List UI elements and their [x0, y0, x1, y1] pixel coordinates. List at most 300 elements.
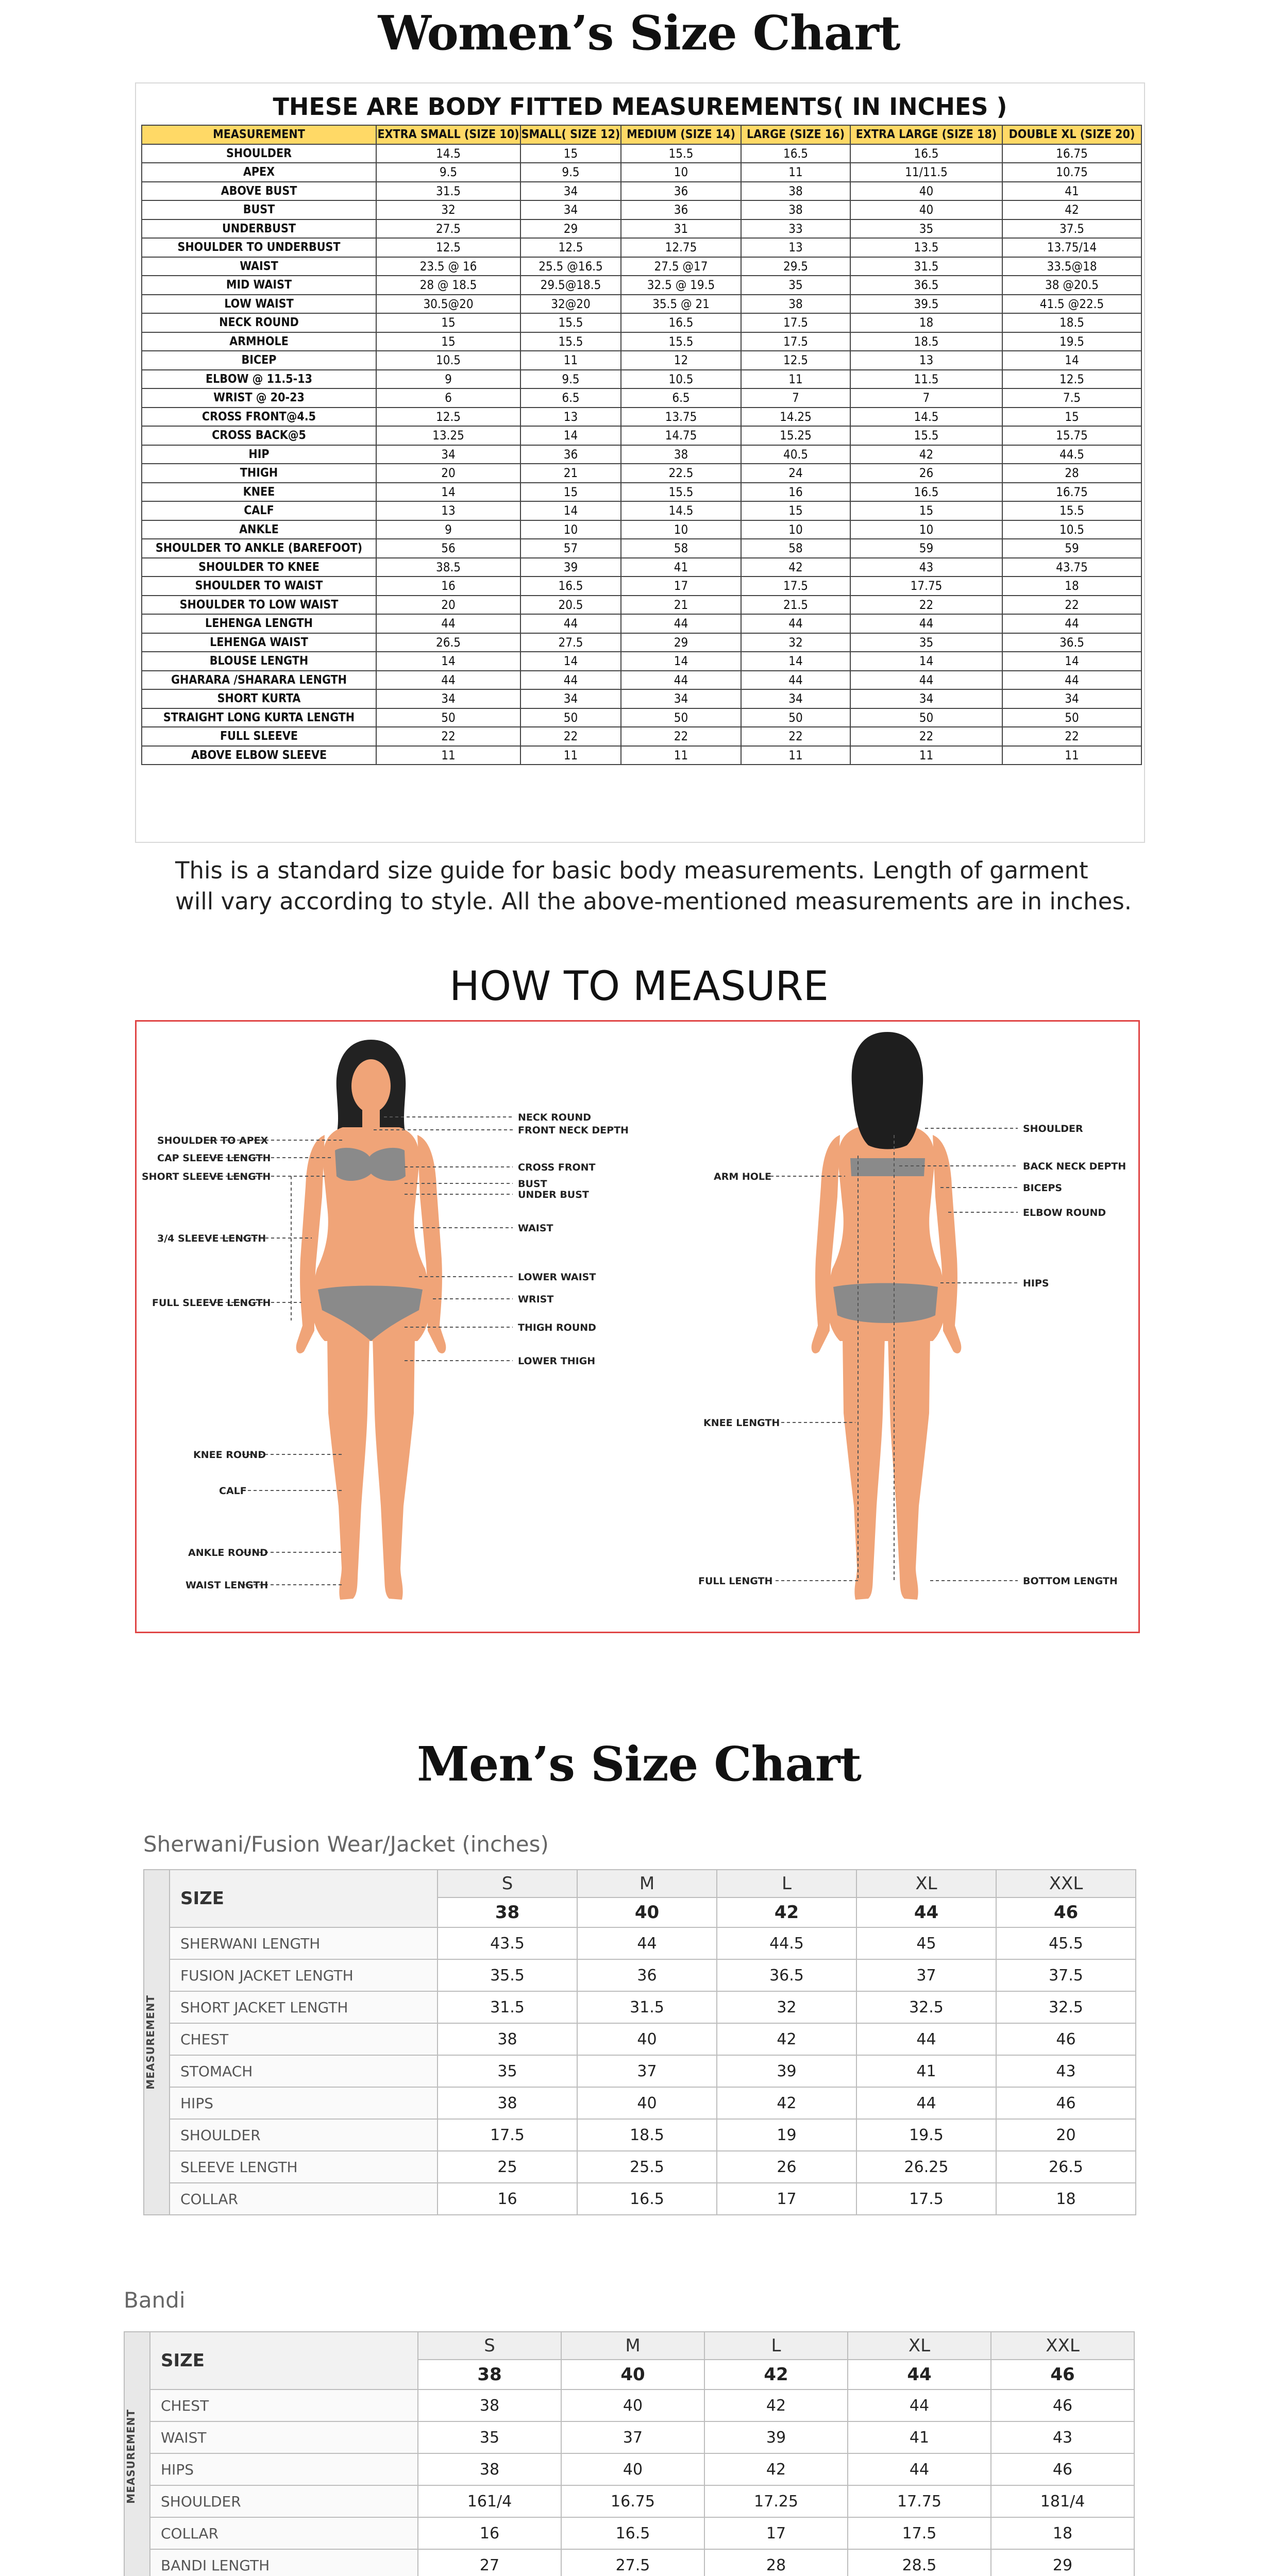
sherwani-size-table	[143, 1869, 1136, 2215]
table-row	[142, 332, 1141, 351]
measurement-value: 32	[376, 200, 520, 219]
measurement-label: THIGH	[142, 464, 376, 483]
measurement-value: 11	[520, 351, 621, 370]
measurement-value: 59	[1002, 539, 1141, 558]
measurement-value: 10	[850, 520, 1002, 539]
measurement-value: 16	[418, 2517, 561, 2549]
table-row	[142, 652, 1141, 671]
measurement-value: 36.5	[1002, 633, 1141, 652]
measurement-value: 9.5	[520, 163, 621, 182]
measurement-label: SHOULDER	[142, 144, 376, 163]
women-col-header: MEASUREMENT	[142, 125, 376, 144]
table-row	[142, 351, 1141, 370]
measurement-value: 42	[704, 2389, 848, 2421]
size-number: 42	[717, 1897, 856, 1927]
measurement-label: HIPS	[150, 2453, 418, 2485]
measurement-value: 16.5	[561, 2517, 704, 2549]
measurement-label: CALF	[142, 501, 376, 520]
measurement-value: 6.5	[621, 388, 741, 408]
measurement-value: 57	[520, 539, 621, 558]
measurement-value: 11	[1002, 746, 1141, 765]
measurement-value: 38.5	[376, 558, 520, 577]
measurement-value: 12.5	[376, 238, 520, 257]
measurement-side-text: MEASUREMENT	[125, 2409, 137, 2504]
measurement-value: 21	[621, 596, 741, 615]
measurement-value: 10.5	[376, 351, 520, 370]
measurement-value: 28.5	[848, 2549, 991, 2576]
measurement-value: 32@20	[520, 295, 621, 314]
size-guide-note: This is a standard size guide for basic body measurements. Length of garment will vary according to style. All the above-mentioned measurements are in inches.	[175, 857, 1132, 915]
measurement-value: 10.75	[1002, 163, 1141, 182]
section-title-bandi: Bandi	[124, 2287, 186, 2313]
measurement-value: 40.5	[741, 445, 850, 464]
measurement-value: 14	[850, 652, 1002, 671]
measurement-value: 10	[621, 520, 741, 539]
label-waist: WAIST	[518, 1223, 553, 1234]
size-number: 40	[577, 1897, 717, 1927]
measurement-value: 15	[850, 501, 1002, 520]
size-label: SIZE	[170, 1870, 438, 1927]
table-row	[142, 577, 1141, 596]
measurement-value: 10	[621, 163, 741, 182]
label-cap-sleeve-length: CAP SLEEVE LENGTH	[157, 1153, 271, 1164]
measurement-label: BANDI LENGTH	[150, 2549, 418, 2576]
measurement-value: 44	[520, 614, 621, 633]
measurement-value: 44	[850, 614, 1002, 633]
back-bra	[850, 1158, 925, 1176]
measurement-label: KNEE	[142, 483, 376, 502]
measurement-value: 24	[741, 464, 850, 483]
measurement-value: 22	[621, 727, 741, 746]
label-knee-length: KNEE LENGTH	[703, 1417, 780, 1429]
back-brief	[833, 1283, 938, 1324]
measurement-value: 10	[520, 520, 621, 539]
section-title-sherwani: Sherwani/Fusion Wear/Jacket (inches)	[143, 1832, 549, 1857]
measurement-label: WAIST	[142, 257, 376, 276]
measurement-value: 44	[850, 671, 1002, 690]
measurement-value: 22	[741, 727, 850, 746]
measurement-value: 44	[376, 614, 520, 633]
measurement-label: HIPS	[170, 2087, 438, 2119]
measurement-value: 39	[717, 2055, 856, 2087]
measurement-value: 44	[577, 1927, 717, 1959]
measurement-value: 13	[850, 351, 1002, 370]
measurement-value: 34	[1002, 689, 1141, 708]
measurement-value: 19.5	[1002, 332, 1141, 351]
measurement-value: 19	[717, 2119, 856, 2151]
measurement-value: 36	[621, 200, 741, 219]
size-column-header: XXL	[991, 2332, 1134, 2360]
measurement-value: 14	[520, 501, 621, 520]
measurement-value: 40	[577, 2087, 717, 2119]
measurement-value: 39	[704, 2421, 848, 2453]
table-row	[124, 2485, 1134, 2517]
measurement-value: 17.5	[741, 313, 850, 332]
size-header-row	[144, 1870, 1136, 1897]
measurement-value: 44	[621, 614, 741, 633]
measurement-value: 14.5	[376, 144, 520, 163]
measurement-value: 22	[1002, 727, 1141, 746]
measurement-value: 35	[850, 219, 1002, 239]
measurement-value: 15	[376, 313, 520, 332]
table-row	[142, 388, 1141, 408]
measurement-value: 15.25	[741, 426, 850, 445]
measurement-value: 37	[561, 2421, 704, 2453]
measurement-value: 50	[1002, 708, 1141, 727]
table-row	[142, 445, 1141, 464]
label-short-sleeve-length: SHORT SLEEVE LENGTH	[142, 1171, 271, 1182]
label-three-quarter-sleeve-length: 3/4 SLEEVE LENGTH	[157, 1233, 266, 1244]
measurement-value: 9.5	[376, 163, 520, 182]
measurement-value: 41	[1002, 182, 1141, 201]
measurement-value: 38	[438, 2023, 577, 2055]
measurement-value: 44	[741, 614, 850, 633]
measurement-value: 31.5	[438, 1991, 577, 2023]
measurement-value: 33.5@18	[1002, 257, 1141, 276]
measurement-value: 44	[856, 2087, 996, 2119]
measurement-value: 44	[848, 2453, 991, 2485]
size-number: 38	[438, 1897, 577, 1927]
measurement-value: 14.75	[621, 426, 741, 445]
measurement-value: 31	[621, 219, 741, 239]
size-column-header: M	[561, 2332, 704, 2360]
size-column-header: XL	[848, 2332, 991, 2360]
measurement-value: 15.75	[1002, 426, 1141, 445]
measurement-value: 29	[991, 2549, 1134, 2576]
measurement-value: 46	[991, 2389, 1134, 2421]
measurement-value: 50	[520, 708, 621, 727]
label-cross-front: CROSS FRONT	[518, 1162, 596, 1173]
measurement-value: 36	[577, 1959, 717, 1991]
women-col-header: DOUBLE XL (SIZE 20)	[1002, 125, 1141, 144]
size-number: 44	[848, 2360, 991, 2389]
table-row	[142, 163, 1141, 182]
measurement-value: 25.5 @16.5	[520, 257, 621, 276]
table-row	[142, 633, 1141, 652]
label-full-length: FULL LENGTH	[698, 1575, 773, 1587]
table-row	[142, 200, 1141, 219]
measurement-label: APEX	[142, 163, 376, 182]
measurement-value: 42	[741, 558, 850, 577]
measurement-value: 43.75	[1002, 558, 1141, 577]
measurement-value: 58	[741, 539, 850, 558]
table-row	[142, 746, 1141, 765]
label-ankle-round: ANKLE ROUND	[188, 1547, 268, 1558]
table-row	[144, 2119, 1136, 2151]
measurement-value: 46	[996, 2087, 1136, 2119]
measurement-label: CROSS BACK@5	[142, 426, 376, 445]
measurement-value: 44.5	[717, 1927, 856, 1959]
measurement-label: SHOULDER TO WAIST	[142, 577, 376, 596]
measurement-value: 22	[850, 596, 1002, 615]
measurement-value: 38	[418, 2389, 561, 2421]
measurement-value: 38	[741, 295, 850, 314]
measurement-value: 26.5	[376, 633, 520, 652]
measurement-value: 27.5 @17	[621, 257, 741, 276]
measurement-value: 13.25	[376, 426, 520, 445]
measurement-value: 15	[741, 501, 850, 520]
measurement-side-label	[144, 1870, 170, 2215]
measurement-value: 18.5	[1002, 313, 1141, 332]
measurement-value: 12.5	[376, 408, 520, 427]
measurement-value: 29	[621, 633, 741, 652]
measurement-value: 41	[856, 2055, 996, 2087]
measurement-value: 21.5	[741, 596, 850, 615]
women-col-header: EXTRA LARGE (SIZE 18)	[850, 125, 1002, 144]
measurement-value: 9.5	[520, 370, 621, 389]
measurement-value: 27.5	[376, 219, 520, 239]
measurement-value: 36	[621, 182, 741, 201]
size-column-header: L	[704, 2332, 848, 2360]
measurement-value: 33	[741, 219, 850, 239]
measurement-value: 14	[520, 652, 621, 671]
measurement-value: 25	[438, 2151, 577, 2183]
measurement-value: 12.5	[741, 351, 850, 370]
measurement-value: 37	[577, 2055, 717, 2087]
measurement-value: 13.75	[621, 408, 741, 427]
label-arm-hole: ARM HOLE	[714, 1171, 771, 1182]
table-row	[124, 2517, 1134, 2549]
measurement-value: 44	[1002, 614, 1141, 633]
measurement-value: 13.75/14	[1002, 238, 1141, 257]
women-col-header: MEDIUM (SIZE 14)	[621, 125, 741, 144]
measurement-value: 9	[376, 370, 520, 389]
measurement-value: 12	[621, 351, 741, 370]
measurement-value: 16	[438, 2183, 577, 2215]
measurement-value: 41	[621, 558, 741, 577]
label-neck-round: NECK ROUND	[518, 1112, 592, 1123]
table-row	[142, 426, 1141, 445]
women-col-header: EXTRA SMALL (SIZE 10)	[376, 125, 520, 144]
measurement-value: 14.5	[850, 408, 1002, 427]
table-row	[142, 671, 1141, 690]
measurement-value: 40	[850, 200, 1002, 219]
measurement-value: 29	[520, 219, 621, 239]
how-to-measure-title: HOW TO MEASURE	[449, 963, 829, 1010]
size-number: 40	[561, 2360, 704, 2389]
table-row	[142, 144, 1141, 163]
measurement-label: LEHENGA LENGTH	[142, 614, 376, 633]
measurement-value: 56	[376, 539, 520, 558]
measurement-value: 17.5	[856, 2183, 996, 2215]
measurement-value: 18	[850, 313, 1002, 332]
table-row	[142, 295, 1141, 314]
women-size-chart-title: Women’s Size Chart	[378, 5, 900, 61]
table-row	[142, 370, 1141, 389]
measurement-value: 15	[520, 144, 621, 163]
measurement-value: 7	[741, 388, 850, 408]
measurement-value: 11	[741, 746, 850, 765]
measurement-value: 17.75	[848, 2485, 991, 2517]
measurement-side-label	[124, 2332, 150, 2576]
size-number: 42	[704, 2360, 848, 2389]
size-column-header: S	[438, 1870, 577, 1897]
measurement-value: 32.5	[856, 1991, 996, 2023]
measurement-value: 17.5	[848, 2517, 991, 2549]
measurement-value: 15.5	[1002, 501, 1141, 520]
measurement-value: 20	[376, 464, 520, 483]
measurement-value: 37	[856, 1959, 996, 1991]
measurement-label: CHEST	[170, 2023, 438, 2055]
size-column-header: XL	[856, 1870, 996, 1897]
men-size-chart-title: Men’s Size Chart	[417, 1736, 861, 1792]
table-row	[142, 539, 1141, 558]
measurement-label: WRIST @ 20-23	[142, 388, 376, 408]
measurement-value: 17.25	[704, 2485, 848, 2517]
label-knee-round: KNEE ROUND	[193, 1449, 266, 1461]
measurement-label: CROSS FRONT@4.5	[142, 408, 376, 427]
measurement-label: HIP	[142, 445, 376, 464]
measurement-value: 50	[376, 708, 520, 727]
table-row	[142, 708, 1141, 727]
measurement-value: 39.5	[850, 295, 1002, 314]
measurement-label: GHARARA /SHARARA LENGTH	[142, 671, 376, 690]
measurement-value: 40	[577, 2023, 717, 2055]
measurement-label: FUSION JACKET LENGTH	[170, 1959, 438, 1991]
measurement-value: 14	[376, 652, 520, 671]
table-row	[144, 2087, 1136, 2119]
women-table-heading: THESE ARE BODY FITTED MEASUREMENTS( IN INCHES )	[273, 93, 1007, 121]
size-number: 44	[856, 1897, 996, 1927]
label-bust: BUST	[518, 1178, 547, 1190]
measurement-value: 16.75	[1002, 144, 1141, 163]
measurement-value: 34	[850, 689, 1002, 708]
measurement-label: SHOULDER TO LOW WAIST	[142, 596, 376, 615]
measurement-value: 26.25	[856, 2151, 996, 2183]
measurement-value: 44	[376, 671, 520, 690]
measurement-value: 50	[741, 708, 850, 727]
measurement-value: 16.5	[850, 144, 1002, 163]
size-number: 46	[991, 2360, 1134, 2389]
measurement-label: SHORT KURTA	[142, 689, 376, 708]
table-row	[142, 689, 1141, 708]
measurement-value: 15	[376, 332, 520, 351]
measurement-value: 22	[376, 727, 520, 746]
measurement-value: 58	[621, 539, 741, 558]
measurement-value: 16.5	[577, 2183, 717, 2215]
measurement-value: 14	[1002, 351, 1141, 370]
measurement-value: 14	[520, 426, 621, 445]
measurement-label: ABOVE BUST	[142, 182, 376, 201]
measurement-value: 14.25	[741, 408, 850, 427]
table-row	[142, 238, 1141, 257]
measurement-value: 20	[996, 2119, 1136, 2151]
measurement-value: 6.5	[520, 388, 621, 408]
measurement-value: 35.5	[438, 1959, 577, 1991]
label-full-sleeve-length: FULL SLEEVE LENGTH	[152, 1297, 271, 1309]
measurement-value: 30.5@20	[376, 295, 520, 314]
measurement-value: 42	[717, 2087, 856, 2119]
measurement-value: 45	[856, 1927, 996, 1959]
measurement-value: 9	[376, 520, 520, 539]
measurement-value: 44	[848, 2389, 991, 2421]
size-column-header: S	[418, 2332, 561, 2360]
size-label: SIZE	[150, 2332, 418, 2389]
measurement-value: 22.5	[621, 464, 741, 483]
measurement-label: ANKLE	[142, 520, 376, 539]
measurement-value: 13	[376, 501, 520, 520]
women-size-table-panel	[135, 82, 1145, 843]
measurement-value: 36	[520, 445, 621, 464]
measurement-value: 38 @20.5	[1002, 276, 1141, 295]
measurement-value: 41	[848, 2421, 991, 2453]
measurement-value: 18	[996, 2183, 1136, 2215]
measurement-label: ELBOW @ 11.5-13	[142, 370, 376, 389]
measurement-value: 42	[850, 445, 1002, 464]
measurement-label: BUST	[142, 200, 376, 219]
measurement-value: 7.5	[1002, 388, 1141, 408]
measurement-value: 14	[741, 652, 850, 671]
label-shoulder-to-apex: SHOULDER TO APEX	[157, 1135, 268, 1146]
measurement-value: 50	[621, 708, 741, 727]
measurement-value: 10	[741, 520, 850, 539]
table-row	[142, 464, 1141, 483]
measurement-label: STOMACH	[170, 2055, 438, 2087]
label-front-neck-depth: FRONT NECK DEPTH	[518, 1125, 629, 1136]
measurement-value: 45.5	[996, 1927, 1136, 1959]
measurement-label: NECK ROUND	[142, 313, 376, 332]
measurement-value: 43	[991, 2421, 1134, 2453]
measurement-value: 31.5	[577, 1991, 717, 2023]
measurement-value: 15.5	[520, 332, 621, 351]
measurement-value: 17	[704, 2517, 848, 2549]
measurement-label: LEHENGA WAIST	[142, 633, 376, 652]
label-wrist: WRIST	[518, 1294, 554, 1305]
measurement-value: 16.5	[621, 313, 741, 332]
measurement-value: 15.5	[850, 426, 1002, 445]
measurement-value: 28	[1002, 464, 1141, 483]
measurement-value: 34	[621, 689, 741, 708]
bandi-size-table	[124, 2331, 1135, 2576]
measurement-value: 11	[741, 370, 850, 389]
table-row	[142, 483, 1141, 502]
table-row	[142, 520, 1141, 539]
measurement-value: 38	[438, 2087, 577, 2119]
women-size-table	[141, 125, 1142, 765]
table-row	[142, 276, 1141, 295]
label-hips: HIPS	[1023, 1278, 1049, 1289]
table-row	[124, 2421, 1134, 2453]
measurement-value: 39	[520, 558, 621, 577]
measurement-label: ARMHOLE	[142, 332, 376, 351]
measurement-value: 7	[850, 388, 1002, 408]
measurement-value: 38	[741, 200, 850, 219]
measurement-value: 18	[991, 2517, 1134, 2549]
measurement-value: 46	[991, 2453, 1134, 2485]
measurement-value: 44	[741, 671, 850, 690]
measurement-value: 22	[520, 727, 621, 746]
measurement-value: 40	[850, 182, 1002, 201]
measurement-value: 17.5	[741, 577, 850, 596]
measurement-value: 44	[1002, 671, 1141, 690]
measurement-label: MID WAIST	[142, 276, 376, 295]
measurement-value: 40	[561, 2389, 704, 2421]
measurement-value: 16	[741, 483, 850, 502]
measurement-value: 18.5	[577, 2119, 717, 2151]
back-figure	[812, 1108, 962, 1600]
label-shoulder: SHOULDER	[1023, 1123, 1083, 1134]
table-row	[124, 2453, 1134, 2485]
back-hair	[852, 1032, 923, 1149]
measurement-value: 13	[520, 408, 621, 427]
measurement-value: 44	[520, 671, 621, 690]
measurement-value: 22	[1002, 596, 1141, 615]
measurement-value: 36.5	[850, 276, 1002, 295]
label-back-neck-depth: BACK NECK DEPTH	[1023, 1161, 1126, 1172]
measurement-value: 38	[741, 182, 850, 201]
measurement-label: SHOULDER TO KNEE	[142, 558, 376, 577]
measurement-value: 12.75	[621, 238, 741, 257]
